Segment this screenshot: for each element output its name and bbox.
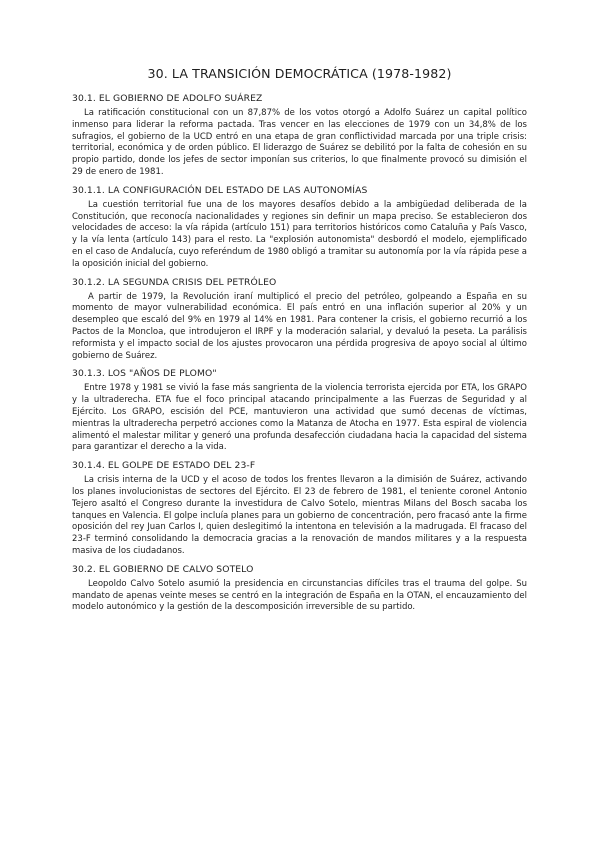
section-heading-golpe-23f: 30.1.4. EL GOLPE DE ESTADO DEL 23-F <box>72 460 256 472</box>
section-heading-anos-plomo: 30.1.3. LOS "AÑOS DE PLOMO" <box>72 368 217 380</box>
section-heading-gobierno-suarez: 30.1. EL GOBIERNO DE ADOLFO SUÁREZ <box>72 93 263 104</box>
document-page <box>72 66 527 620</box>
section-heading-crisis-petroleo: 30.1.2. LA SEGUNDA CRISIS DEL PETRÓLEO <box>72 276 277 288</box>
section-heading-calvo-sotelo: 30.2. EL GOBIERNO DE CALVO SOTELO <box>72 563 254 575</box>
section-paragraph-gobierno-suarez: La ratificación constitucional con un 87,87% de los votos otorgó a Adolfo Suárez un capital político inmenso para liderar la reforma pactada. Tras vencer en las elecciones de 1979 con un 34,8% de los sufragios, el gobierno de la UCD entró en una etapa de gran conflictividad marcada por una triple crisis: territorial, económica y de orden público. El liderazgo de Suárez se debilitó por la falta de cohesión en su propio partido, donde los jefes de sector imponían sus criterios, lo que finalmente provocó su dimisión el 29 de enero de 1981. <box>72 108 527 177</box>
section-paragraph-crisis-petroleo: A partir de 1979, la Revolución iraní multiplicó el precio del petróleo, golpeando a España en su momento de mayor vulnerabilidad económica. El país entró en una inflación superior al 20% y un desempleo que escaló del 9% en 1979 al 14% en 1981. Para contener la crisis, el gobierno recurrió a los Pactos de la Moncloa, que introdujeron el IRPF y la moderación salarial, y devaluó la peseta. La parálisis reformista y el impacto social de los ajustes provocaron una pérdida progresiva de apoyo social al último gobierno de Suárez. <box>72 291 527 361</box>
section-heading-estado-autonomias: 30.1.1. LA CONFIGURACIÓN DEL ESTADO DE LAS AUTONOMÍAS <box>72 184 368 196</box>
page-title: 30. LA TRANSICIÓN DEMOCRÁTICA (1978-1982) <box>147 66 452 81</box>
section-paragraph-calvo-sotelo: Leopoldo Calvo Sotelo asumió la presidencia en circunstancias difíciles tras el trauma del golpe. Su mandato de apenas veinte meses se centró en la integración de España en la OTAN, el encauzamiento del modelo autonómico y la gestión de la descomposición irreversible de su partido. <box>72 578 527 613</box>
section-paragraph-golpe-23f: La crisis interna de la UCD y el acoso de todos los frentes llevaron a la dimisión de Suárez, activando los planes involucionistas de sectores del Ejército. El 23 de febrero de 1981, el teniente coronel Antonio Tejero asaltó el Congreso durante la investidura de Calvo Sotelo, mientras Milans del Bosch sacaba los tanques en Valencia. El golpe incluía planes para un gobierno de concentración, pero fracasó ante la firme oposición del rey Juan Carlos I, quien deslegitimó la intentona en televisión a la madrugada. El fracaso del 23-F terminó consolidando la democracia gracias a la renovación de mandos militares y a la respuesta masiva de los ciudadanos. <box>72 475 527 556</box>
section-paragraph-anos-plomo: Entre 1978 y 1981 se vivió la fase más sangrienta de la violencia terrorista ejercida por ETA, los GRAPO y la ultraderecha. ETA fue el foco principal atacando principalmente a las Fuerzas de Seguridad y al Ejército. Los GRAPO, escisión del PCE, mantuvieron una actividad que sumó decenas de víctimas, mientras la ultraderecha perpetró acciones como la Matanza de Atocha en 1977. Esta espiral de violencia alimentó el malestar militar y generó una profunda desafección ciudadana hacia la capacidad del sistema para garantizar el derecho a la vida. <box>72 383 527 453</box>
section-paragraph-estado-autonomias: La cuestión territorial fue una de los mayores desafíos debido a la ambigüedad deliberada de la Constitución, que reconocía nacionalidades y regiones sin definir un mapa preciso. Se establecieron dos velocidades de acceso: la vía rápida (artículo 151) para territorios históricos como Cataluña y País Vasco, y la vía lenta (artículo 143) para el resto. La "explosión autonomista" desbordó el modelo, ejemplificado en el caso de Andalucía, cuyo referéndum de 1980 obligó a tramitar su autonomía por la vía rápida pese a la oposición inicial del gobierno. <box>72 199 527 269</box>
